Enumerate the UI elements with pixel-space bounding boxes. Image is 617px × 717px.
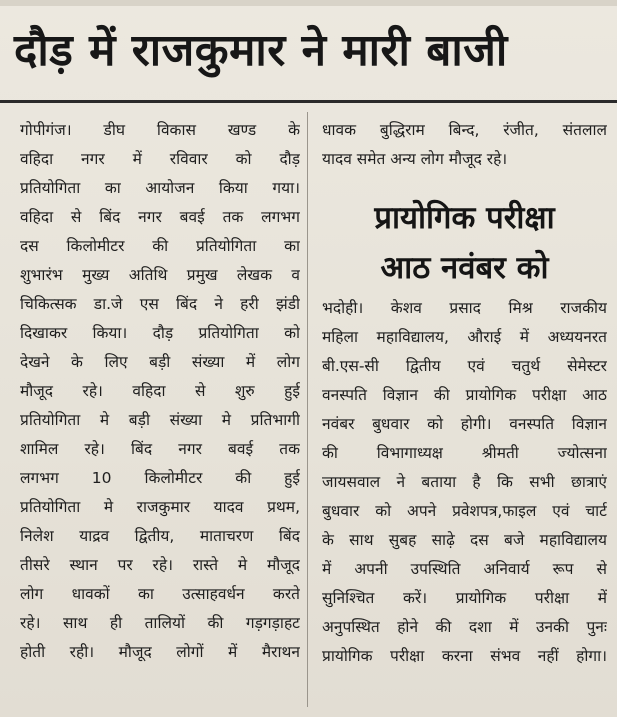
right-column-intro bbox=[322, 116, 607, 174]
right-intro-line: धावक बुद्धिराम बिन्द, रंजीत, संतलाल bbox=[322, 121, 607, 139]
left-line: लोग धावकों का उत्साहवर्धन करते bbox=[20, 585, 300, 603]
left-line: शुभारंभ मुख्य अतिथि प्रमुख लेखक व bbox=[20, 266, 300, 284]
subheadline-line-2: आठ नवंबर को bbox=[380, 250, 549, 286]
left-line: दिखाकर किया। दौड़ प्रतियोगिता को bbox=[20, 324, 300, 342]
right-body-line: महिला महाविद्यालय, औराई में अध्ययनरत bbox=[322, 328, 607, 346]
left-line: प्रतियोगिता का आयोजन किया गया। bbox=[20, 179, 300, 197]
left-line: दस किलोमीटर की प्रतियोगिता का bbox=[20, 237, 300, 255]
left-line: मौजूद रहे। वहिदा से शुरु हुई bbox=[20, 382, 300, 400]
right-body-line: की विभागाध्यक्ष श्रीमती ज्योत्सना bbox=[322, 444, 607, 462]
right-body-line: के साथ सुबह साढ़े दस बजे महाविद्यालय bbox=[322, 531, 607, 549]
left-line: देखने के लिए बड़ी संख्या में लोग bbox=[20, 353, 300, 371]
left-column bbox=[20, 116, 300, 667]
top-strip bbox=[0, 0, 617, 6]
column-divider bbox=[307, 112, 308, 707]
left-line: वहिदा नगर में रविवार को दौड़ bbox=[20, 150, 300, 168]
right-column-body bbox=[322, 294, 607, 671]
left-line: गोपीगंज। डीघ विकास खण्ड के bbox=[20, 121, 300, 139]
right-intro-line: यादव समेत अन्य लोग मौजूद रहे। bbox=[322, 150, 508, 168]
left-line: रहे। साथ ही तालियों की गड़गड़ाहट bbox=[20, 614, 300, 632]
headline-divider bbox=[0, 100, 617, 103]
left-line: प्रतियोगिता मे राजकुमार यादव प्रथम, bbox=[20, 498, 300, 516]
left-line: प्रतियोगिता मे बड़ी संख्या मे प्रतिभागी bbox=[20, 411, 300, 429]
left-line: लगभग 10 किलोमीटर की हुई bbox=[20, 469, 300, 487]
left-line: शामिल रहे। बिंद नगर बवई तक bbox=[20, 440, 300, 458]
left-line: वहिदा से बिंद नगर बवई तक लगभग bbox=[20, 208, 300, 226]
right-body-line: भदोही। केशव प्रसाद मिश्र राजकीय bbox=[322, 299, 607, 317]
right-body-line: प्रायोगिक परीक्षा करना संभव नहीं होगा। bbox=[322, 647, 607, 665]
subheadline-line-1: प्रायोगिक परीक्षा bbox=[374, 200, 555, 236]
left-line: चिकित्सक डा.जे एस बिंद ने हरी झंडी bbox=[20, 295, 300, 313]
right-body-line: अनुपस्थित होने की दशा में उनकी पुनः bbox=[322, 618, 607, 636]
left-line: होती रही। मौजूद लोगों में मैराथन bbox=[20, 643, 300, 661]
right-body-line: बी.एस-सी द्वितीय एवं चतुर्थ सेमेस्टर bbox=[322, 357, 607, 375]
right-body-line: में अपनी उपस्थिति अनिवार्य रूप से bbox=[322, 560, 607, 578]
right-body-line: वनस्पति विज्ञान की प्रायोगिक परीक्षा आठ bbox=[322, 386, 607, 404]
headline: दौड़ में राजकुमार ने मारी बाजी bbox=[14, 25, 508, 76]
left-line: निलेश याद्रव द्वितीय, माताचरण बिंद bbox=[20, 527, 300, 545]
right-body-line: बुधवार को अपने प्रवेशपत्र,फाइल एवं चार्ट bbox=[322, 502, 607, 520]
right-body-line: सुनिश्चित करें। प्रायोगिक परीक्षा में bbox=[322, 589, 607, 607]
right-body-line: जायसवाल ने बताया है कि सभी छात्राएं bbox=[322, 473, 607, 491]
left-line: तीसरे स्थान पर रहे। रास्ते मे मौजूद bbox=[20, 556, 300, 574]
right-body-line: नवंबर बुधवार को होगी। वनस्पति विज्ञान bbox=[322, 415, 607, 433]
